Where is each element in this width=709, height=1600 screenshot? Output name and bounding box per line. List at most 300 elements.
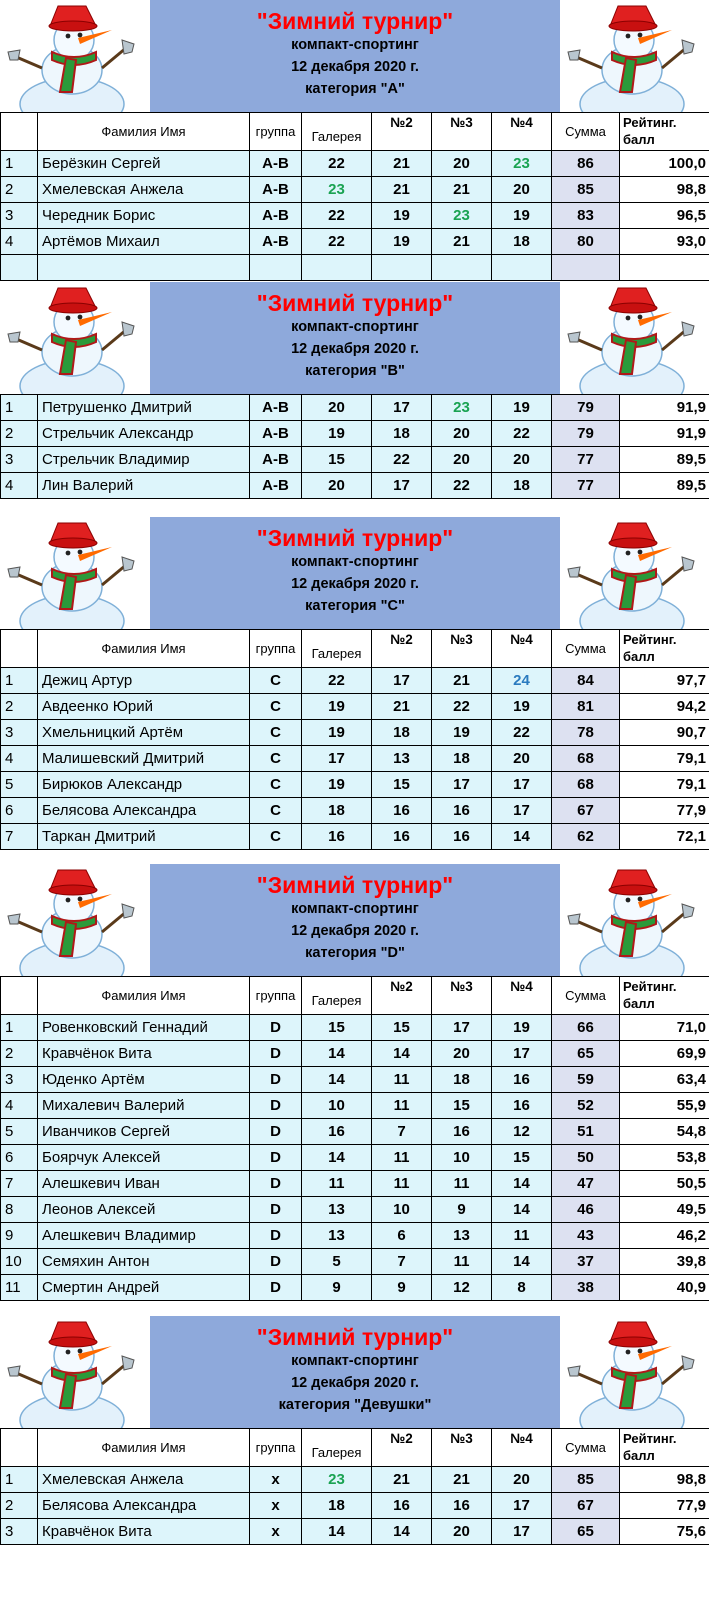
stand2-score-cell: 11 — [372, 1093, 432, 1119]
stand2-score-cell: 21 — [372, 694, 432, 720]
category-label: категория "А" — [305, 81, 405, 97]
stand4-score-cell: 19 — [492, 203, 552, 229]
group-cell: D — [250, 1275, 302, 1301]
stand3-score-cell: 16 — [432, 1119, 492, 1145]
event-date: 12 декабря 2020 г. — [291, 59, 419, 75]
results-table — [0, 394, 709, 499]
snowman-icon — [560, 1316, 709, 1428]
gallery-score-cell: 13 — [302, 1223, 372, 1249]
athlete-name-cell: Стрельчик Владимир — [38, 447, 250, 473]
snowman-icon — [560, 864, 709, 976]
group-cell: А-В — [250, 229, 302, 255]
stand4-score-cell: 20 — [492, 746, 552, 772]
group-cell: х — [250, 1493, 302, 1519]
block-header — [0, 0, 709, 112]
table-row — [1, 229, 709, 255]
stand2-score-cell: 13 — [372, 746, 432, 772]
stand3-score-cell: 20 — [432, 1041, 492, 1067]
stand2-score-cell: 18 — [372, 421, 432, 447]
total-cell: 43 — [552, 1223, 620, 1249]
stand2-score-cell: 6 — [372, 1223, 432, 1249]
rating-cell: 89,5 — [620, 473, 709, 499]
snowman-icon — [560, 0, 709, 112]
athlete-name-cell: Леонов Алексей — [38, 1197, 250, 1223]
rating-header — [620, 113, 709, 151]
stand4-score-cell: 20 — [492, 177, 552, 203]
stand4-score-cell: 17 — [492, 1493, 552, 1519]
group-cell: D — [250, 1015, 302, 1041]
group-cell: А-В — [250, 421, 302, 447]
stand4-score-cell: 17 — [492, 1519, 552, 1545]
stand3-score-cell: 21 — [432, 229, 492, 255]
rating-cell: 53,8 — [620, 1145, 709, 1171]
place-cell: 1 — [1, 151, 38, 177]
athlete-name-cell: Бирюков Александр — [38, 772, 250, 798]
stand2-score-cell: 19 — [372, 203, 432, 229]
stand4-score-cell: 8 — [492, 1275, 552, 1301]
stand4-header-label: №4 — [510, 632, 533, 647]
athlete-name-cell: Петрушенко Дмитрий — [38, 395, 250, 421]
stand2-score-cell: 15 — [372, 772, 432, 798]
gallery-score-cell: 17 — [302, 746, 372, 772]
snowman-icon — [0, 282, 150, 394]
table-row — [1, 1197, 709, 1223]
stand2-header — [372, 630, 432, 668]
stand3-score-cell: 9 — [432, 1197, 492, 1223]
snowman-icon — [0, 1316, 150, 1428]
table-row — [1, 694, 709, 720]
stand2-header — [372, 1429, 432, 1467]
total-cell: 68 — [552, 772, 620, 798]
stand4-header-label: №4 — [510, 1431, 533, 1446]
place-cell: 7 — [1, 824, 38, 850]
empty-cell — [432, 255, 492, 281]
stand3-score-cell: 23 — [432, 395, 492, 421]
athlete-name-cell: Боярчук Алексей — [38, 1145, 250, 1171]
group-cell: D — [250, 1249, 302, 1275]
empty-cell — [552, 255, 620, 281]
gallery-score-cell: 23 — [302, 177, 372, 203]
rating-cell: 71,0 — [620, 1015, 709, 1041]
stand3-score-cell: 22 — [432, 694, 492, 720]
gallery-score-cell: 9 — [302, 1275, 372, 1301]
stand2-score-cell: 10 — [372, 1197, 432, 1223]
gallery-score-cell: 19 — [302, 421, 372, 447]
gallery-score-cell: 22 — [302, 151, 372, 177]
stand3-score-cell: 15 — [432, 1093, 492, 1119]
stand3-score-cell: 16 — [432, 824, 492, 850]
athlete-name-cell: Берёзкин Сергей — [38, 151, 250, 177]
sum-header — [552, 1429, 620, 1467]
rating-cell: 50,5 — [620, 1171, 709, 1197]
gallery-score-cell: 15 — [302, 447, 372, 473]
athlete-name-cell: Белясова Александра — [38, 798, 250, 824]
table-row — [1, 1067, 709, 1093]
snowman-icon — [0, 864, 150, 976]
athlete-name-cell: Хмельницкий Артём — [38, 720, 250, 746]
num-header — [1, 113, 38, 151]
total-cell: 68 — [552, 746, 620, 772]
place-cell: 3 — [1, 203, 38, 229]
place-cell: 2 — [1, 1041, 38, 1067]
stand2-score-cell: 11 — [372, 1145, 432, 1171]
total-cell: 77 — [552, 473, 620, 499]
results-table — [0, 976, 709, 1301]
stand2-score-cell: 19 — [372, 229, 432, 255]
stand3-score-cell: 21 — [432, 1467, 492, 1493]
group-cell: D — [250, 1119, 302, 1145]
stand3-score-cell: 21 — [432, 668, 492, 694]
athlete-name-cell: Лин Валерий — [38, 473, 250, 499]
stand2-score-cell: 17 — [372, 395, 432, 421]
group-cell: С — [250, 746, 302, 772]
stand2-header-label: №2 — [390, 979, 413, 994]
gallery-score-cell: 16 — [302, 824, 372, 850]
stand2-score-cell: 14 — [372, 1041, 432, 1067]
name-header — [38, 1429, 250, 1467]
gallery-score-cell: 18 — [302, 1493, 372, 1519]
table-row — [1, 1519, 709, 1545]
results-table — [0, 112, 709, 281]
total-cell: 86 — [552, 151, 620, 177]
athlete-name-cell: Хмелевская Анжела — [38, 177, 250, 203]
stand4-score-cell: 19 — [492, 1015, 552, 1041]
place-cell: 1 — [1, 1467, 38, 1493]
discipline-label: компакт-спортинг — [291, 1353, 419, 1369]
athlete-name-cell: Иванчиков Сергей — [38, 1119, 250, 1145]
results-table — [0, 629, 709, 850]
stand4-header — [492, 630, 552, 668]
table-row — [1, 395, 709, 421]
gallery-score-cell: 19 — [302, 772, 372, 798]
rating-cell: 63,4 — [620, 1067, 709, 1093]
place-cell: 3 — [1, 720, 38, 746]
group-cell: А-В — [250, 151, 302, 177]
rating-cell: 77,9 — [620, 798, 709, 824]
table-row — [1, 772, 709, 798]
athlete-name-cell: Кравчёнок Вита — [38, 1519, 250, 1545]
athlete-name-cell: Таркан Дмитрий — [38, 824, 250, 850]
total-cell: 52 — [552, 1093, 620, 1119]
gallery-score-cell: 22 — [302, 229, 372, 255]
group-cell: А-В — [250, 473, 302, 499]
total-cell: 80 — [552, 229, 620, 255]
table-row — [1, 1493, 709, 1519]
tournament-title: "Зимний турнир" — [256, 290, 454, 316]
stand2-header-label: №2 — [390, 1431, 413, 1446]
total-cell: 78 — [552, 720, 620, 746]
stand3-score-cell: 18 — [432, 746, 492, 772]
place-cell: 10 — [1, 1249, 38, 1275]
stand2-score-cell: 17 — [372, 668, 432, 694]
stand3-score-cell: 22 — [432, 473, 492, 499]
stand3-header-label: №3 — [450, 115, 473, 130]
empty-cell — [492, 255, 552, 281]
stand4-score-cell: 18 — [492, 229, 552, 255]
group-cell: А-В — [250, 395, 302, 421]
sum-header-label: Сумма — [565, 1440, 606, 1455]
rating-cell: 40,9 — [620, 1275, 709, 1301]
gallery-score-cell: 19 — [302, 720, 372, 746]
rating-cell: 89,5 — [620, 447, 709, 473]
place-cell: 1 — [1, 1015, 38, 1041]
place-cell: 2 — [1, 694, 38, 720]
group-cell: С — [250, 772, 302, 798]
total-cell: 47 — [552, 1171, 620, 1197]
stand2-score-cell: 22 — [372, 447, 432, 473]
gallery-header-label: Галерея — [311, 993, 362, 1008]
athlete-name-cell: Семяхин Антон — [38, 1249, 250, 1275]
gallery-score-cell: 14 — [302, 1145, 372, 1171]
table-row — [1, 1041, 709, 1067]
rating-header — [620, 630, 709, 668]
total-cell: 67 — [552, 798, 620, 824]
rating-cell: 49,5 — [620, 1197, 709, 1223]
stand2-score-cell: 7 — [372, 1249, 432, 1275]
stand3-score-cell: 12 — [432, 1275, 492, 1301]
tournament-title: "Зимний турнир" — [256, 525, 454, 551]
stand4-score-cell: 18 — [492, 473, 552, 499]
event-date: 12 декабря 2020 г. — [291, 576, 419, 592]
rating-cell: 77,9 — [620, 1493, 709, 1519]
gallery-header — [302, 977, 372, 1015]
total-cell: 65 — [552, 1519, 620, 1545]
stand4-score-cell: 16 — [492, 1067, 552, 1093]
gallery-score-cell: 5 — [302, 1249, 372, 1275]
stand2-header — [372, 977, 432, 1015]
place-cell: 11 — [1, 1275, 38, 1301]
athlete-name-cell: Белясова Александра — [38, 1493, 250, 1519]
group-cell: А-В — [250, 447, 302, 473]
place-cell: 5 — [1, 1119, 38, 1145]
table-row — [1, 151, 709, 177]
discipline-label: компакт-спортинг — [291, 319, 419, 335]
stand2-score-cell: 21 — [372, 1467, 432, 1493]
empty-cell — [250, 255, 302, 281]
rating-cell: 55,9 — [620, 1093, 709, 1119]
stand2-score-cell: 21 — [372, 151, 432, 177]
stand3-score-cell: 23 — [432, 203, 492, 229]
rating-header-label: Рейтинг. балл — [623, 1431, 677, 1463]
stand4-score-cell: 17 — [492, 772, 552, 798]
sum-header-label: Сумма — [565, 641, 606, 656]
total-cell: 62 — [552, 824, 620, 850]
stand4-score-cell: 23 — [492, 151, 552, 177]
athlete-name-cell: Артёмов Михаил — [38, 229, 250, 255]
snowman-icon — [0, 517, 150, 629]
stand3-score-cell: 21 — [432, 177, 492, 203]
stand4-score-cell: 22 — [492, 720, 552, 746]
stand4-score-cell: 14 — [492, 1197, 552, 1223]
header-row — [1, 630, 709, 668]
stand2-header-label: №2 — [390, 115, 413, 130]
stand4-score-cell: 19 — [492, 395, 552, 421]
gallery-score-cell: 14 — [302, 1519, 372, 1545]
stand4-score-cell: 17 — [492, 1041, 552, 1067]
rating-cell: 75,6 — [620, 1519, 709, 1545]
category-label: категория "С" — [305, 598, 405, 614]
stand3-header-label: №3 — [450, 979, 473, 994]
rating-header-label: Рейтинг. балл — [623, 632, 677, 664]
athlete-name-cell: Авдеенко Юрий — [38, 694, 250, 720]
gallery-header-label: Галерея — [311, 646, 362, 661]
rating-header — [620, 1429, 709, 1467]
stand2-header-label: №2 — [390, 632, 413, 647]
group-cell: С — [250, 798, 302, 824]
rating-cell: 91,9 — [620, 421, 709, 447]
tournament-title: "Зимний турнир" — [256, 1324, 454, 1350]
athlete-name-cell: Алешкевич Иван — [38, 1171, 250, 1197]
sum-header-label: Сумма — [565, 124, 606, 139]
table-row — [1, 1119, 709, 1145]
athlete-name-cell: Хмелевская Анжела — [38, 1467, 250, 1493]
stand2-score-cell: 16 — [372, 798, 432, 824]
group-cell: х — [250, 1467, 302, 1493]
group-header — [250, 113, 302, 151]
place-cell: 3 — [1, 447, 38, 473]
total-cell: 65 — [552, 1041, 620, 1067]
group-header-label: группа — [255, 641, 296, 656]
stand4-score-cell: 19 — [492, 694, 552, 720]
stand3-header — [432, 113, 492, 151]
total-cell: 66 — [552, 1015, 620, 1041]
name-header — [38, 113, 250, 151]
athlete-name-cell: Смертин Андрей — [38, 1275, 250, 1301]
rating-header — [620, 977, 709, 1015]
rating-cell: 69,9 — [620, 1041, 709, 1067]
empty-cell — [38, 255, 250, 281]
table-row — [1, 1249, 709, 1275]
title-banner — [150, 1316, 560, 1428]
group-cell: D — [250, 1041, 302, 1067]
rating-header-label: Рейтинг. балл — [623, 115, 677, 147]
stand2-score-cell: 11 — [372, 1171, 432, 1197]
sum-header — [552, 630, 620, 668]
athlete-name-cell: Ровенковский Геннадий — [38, 1015, 250, 1041]
rating-cell: 79,1 — [620, 746, 709, 772]
table-row — [1, 1275, 709, 1301]
total-cell: 67 — [552, 1493, 620, 1519]
place-cell: 6 — [1, 1145, 38, 1171]
snowman-icon — [0, 0, 150, 112]
title-banner — [150, 864, 560, 976]
block-header — [0, 1316, 709, 1428]
stand2-score-cell: 17 — [372, 473, 432, 499]
stand3-score-cell: 18 — [432, 1067, 492, 1093]
stand4-score-cell: 16 — [492, 1093, 552, 1119]
rating-cell: 91,9 — [620, 395, 709, 421]
snowman-icon — [560, 282, 709, 394]
stand4-score-cell: 14 — [492, 1171, 552, 1197]
rating-cell: 98,8 — [620, 1467, 709, 1493]
rating-cell: 96,5 — [620, 203, 709, 229]
rating-header-label: Рейтинг. балл — [623, 979, 677, 1011]
place-cell: 9 — [1, 1223, 38, 1249]
total-cell: 79 — [552, 395, 620, 421]
stand2-score-cell: 9 — [372, 1275, 432, 1301]
table-row — [1, 668, 709, 694]
stand4-header — [492, 1429, 552, 1467]
category-block — [0, 282, 709, 499]
place-cell: 4 — [1, 229, 38, 255]
total-cell: 85 — [552, 177, 620, 203]
group-header — [250, 977, 302, 1015]
rating-cell: 79,1 — [620, 772, 709, 798]
sum-header-label: Сумма — [565, 988, 606, 1003]
athlete-name-cell: Юденко Артём — [38, 1067, 250, 1093]
stand4-score-cell: 20 — [492, 447, 552, 473]
rating-cell: 98,8 — [620, 177, 709, 203]
group-cell: D — [250, 1197, 302, 1223]
athlete-name-cell: Кравчёнок Вита — [38, 1041, 250, 1067]
category-block — [0, 517, 709, 850]
category-label: категория "D" — [305, 945, 405, 961]
header-row — [1, 977, 709, 1015]
athlete-name-cell: Чередник Борис — [38, 203, 250, 229]
block-header — [0, 864, 709, 976]
rating-cell: 93,0 — [620, 229, 709, 255]
gallery-score-cell: 20 — [302, 473, 372, 499]
stand3-score-cell: 19 — [432, 720, 492, 746]
category-block — [0, 0, 709, 281]
place-cell: 4 — [1, 473, 38, 499]
title-banner — [150, 0, 560, 112]
total-cell: 79 — [552, 421, 620, 447]
place-cell: 2 — [1, 421, 38, 447]
rating-cell: 97,7 — [620, 668, 709, 694]
discipline-label: компакт-спортинг — [291, 901, 419, 917]
group-cell: х — [250, 1519, 302, 1545]
gallery-header — [302, 630, 372, 668]
rating-cell: 54,8 — [620, 1119, 709, 1145]
table-row — [1, 177, 709, 203]
stand3-header-label: №3 — [450, 632, 473, 647]
group-cell: D — [250, 1145, 302, 1171]
stand2-score-cell: 16 — [372, 824, 432, 850]
place-cell: 2 — [1, 177, 38, 203]
stand2-header — [372, 113, 432, 151]
gallery-score-cell: 23 — [302, 1467, 372, 1493]
total-cell: 38 — [552, 1275, 620, 1301]
stand3-header — [432, 630, 492, 668]
stand3-score-cell: 20 — [432, 447, 492, 473]
group-header-label: группа — [255, 988, 296, 1003]
gallery-header — [302, 1429, 372, 1467]
discipline-label: компакт-спортинг — [291, 554, 419, 570]
group-cell: D — [250, 1171, 302, 1197]
table-row — [1, 720, 709, 746]
total-cell: 81 — [552, 694, 620, 720]
stand2-score-cell: 18 — [372, 720, 432, 746]
athlete-name-cell: Малишевский Дмитрий — [38, 746, 250, 772]
stand2-score-cell: 21 — [372, 177, 432, 203]
total-cell: 50 — [552, 1145, 620, 1171]
gallery-header-label: Галерея — [311, 1445, 362, 1460]
stand4-score-cell: 24 — [492, 668, 552, 694]
block-header — [0, 282, 709, 394]
total-cell: 85 — [552, 1467, 620, 1493]
snowman-icon — [560, 517, 709, 629]
table-row — [1, 1015, 709, 1041]
stand3-score-cell: 20 — [432, 421, 492, 447]
name-header-label: Фамилия Имя — [101, 1440, 186, 1455]
stand4-score-cell: 17 — [492, 798, 552, 824]
group-header-label: группа — [255, 1440, 296, 1455]
total-cell: 51 — [552, 1119, 620, 1145]
stand4-score-cell: 22 — [492, 421, 552, 447]
stand3-score-cell: 16 — [432, 1493, 492, 1519]
name-header — [38, 977, 250, 1015]
